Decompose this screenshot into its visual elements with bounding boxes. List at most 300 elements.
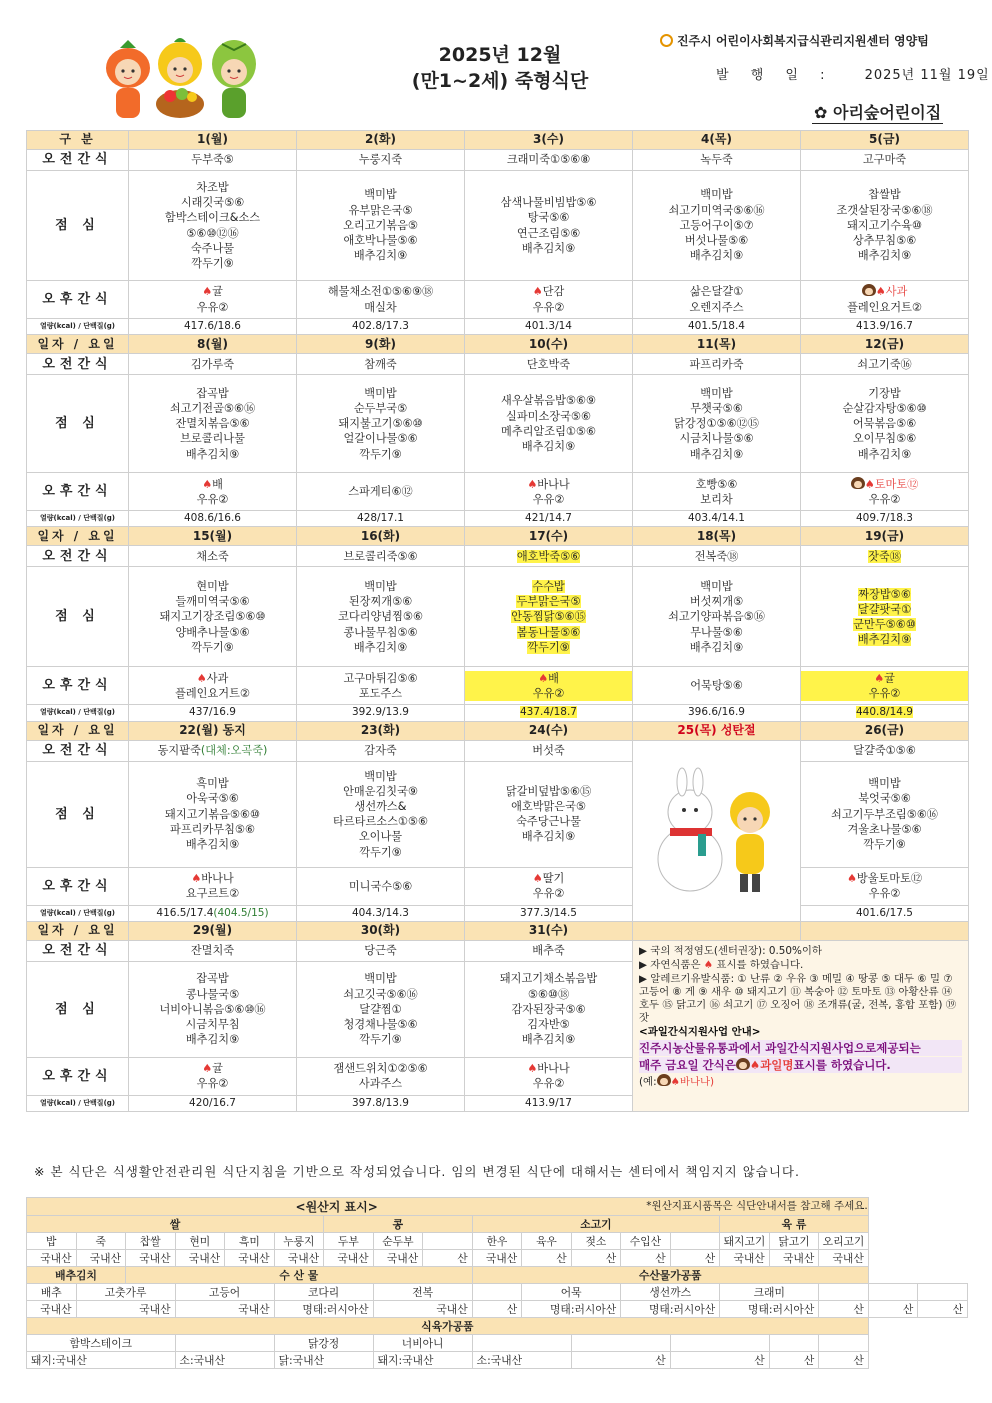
lunch-menu bbox=[129, 567, 297, 667]
row-label: 점 심 bbox=[27, 961, 129, 1057]
note-fruit-name: 과일명 bbox=[760, 1057, 794, 1072]
row-label: 오전간식 bbox=[27, 740, 129, 761]
lunch-item: 어묵볶음⑤⑥ bbox=[852, 417, 917, 431]
pm-snack-text: 오렌지주스 bbox=[689, 300, 744, 314]
lunch-item: 쇠고깃국⑤⑥⑯ bbox=[343, 987, 418, 1001]
origin-cell: 코다리 bbox=[274, 1284, 373, 1301]
pm-snack-text: 방울토마토⑫ bbox=[856, 871, 923, 885]
origin-cell: 두부 bbox=[324, 1233, 374, 1250]
pm-snack-item bbox=[801, 871, 968, 886]
lunch-item: 잡곡밥 bbox=[196, 386, 229, 400]
origin-cell: 명태:러시아산 bbox=[274, 1301, 373, 1318]
lunch-item: ⑤⑥⑩⑱ bbox=[527, 987, 570, 1001]
pm-snack bbox=[129, 667, 297, 705]
apple-icon: ♠ bbox=[202, 285, 213, 299]
pm-snack-item bbox=[465, 671, 632, 686]
origin-cell: 수 산 물 bbox=[126, 1267, 473, 1284]
kid-icon bbox=[736, 1058, 750, 1070]
pm-snack bbox=[801, 281, 969, 319]
row-label: 점 심 bbox=[27, 567, 129, 667]
notes-panel bbox=[633, 940, 969, 1111]
pm-snack-text: 바나나 bbox=[537, 1062, 570, 1076]
pm-snack-text: 고구마튀김⑤⑥ bbox=[343, 671, 418, 685]
lunch-item: 겨울초나물⑤⑥ bbox=[847, 822, 922, 836]
row-label: 구 분 bbox=[27, 131, 129, 150]
origin-cell bbox=[918, 1284, 968, 1301]
pm-snack bbox=[129, 1057, 297, 1095]
lunch-item: 돼지고기수육⑩ bbox=[847, 218, 922, 232]
lunch-item: 콩나물무침⑤⑥ bbox=[343, 625, 418, 639]
am-snack-text: 김가루죽 bbox=[190, 357, 235, 371]
center-label: 진주시 어린이사회복지급식관리지원센터 영양팀 bbox=[677, 34, 929, 48]
pm-snack-text: 잼샌드위치①②⑤⑥ bbox=[333, 1062, 428, 1076]
pm-snack-item bbox=[129, 1061, 296, 1076]
lunch-item: 탕국⑤⑥ bbox=[527, 211, 570, 225]
day-header: 18(목) bbox=[633, 527, 801, 546]
origin-cell: 어묵 bbox=[522, 1284, 621, 1301]
lunch-item: 배추김치⑨ bbox=[857, 447, 912, 461]
pm-snack-text: 플레인요거트② bbox=[175, 686, 250, 700]
pm-snack bbox=[129, 867, 297, 905]
row-label: 오후간식 bbox=[27, 867, 129, 905]
lunch-item: 삼색나물비빔밥⑤⑥ bbox=[500, 196, 597, 210]
am-snack-text: 채소죽 bbox=[196, 549, 229, 563]
kcal-value bbox=[801, 905, 969, 921]
note-line bbox=[639, 945, 962, 958]
pm-snack-item bbox=[129, 300, 296, 315]
origin-cell: 국내산 bbox=[472, 1250, 522, 1267]
am-snack bbox=[297, 940, 465, 961]
am-snack-text: 전복죽⑱ bbox=[694, 549, 739, 563]
am-snack-text: 두부죽⑤ bbox=[191, 153, 234, 167]
lunch-menu bbox=[633, 171, 801, 281]
lunch-item: 조갯살된장국⑤⑥⑱ bbox=[836, 203, 933, 217]
lunch-item: 깍두기⑨ bbox=[191, 640, 234, 654]
lunch-menu bbox=[297, 171, 465, 281]
kcal-value bbox=[465, 705, 633, 721]
pm-snack-item bbox=[465, 1076, 632, 1091]
pm-snack-item bbox=[633, 678, 800, 693]
pm-snack-item bbox=[801, 300, 968, 315]
pm-snack-item bbox=[129, 871, 296, 886]
lunch-item: 배추김치⑨ bbox=[521, 439, 576, 453]
am-snack-text: 감자죽 bbox=[364, 744, 397, 757]
kcal-value bbox=[129, 319, 297, 335]
origin-row bbox=[27, 1284, 968, 1301]
school-name bbox=[812, 100, 943, 124]
lunch-menu bbox=[297, 567, 465, 667]
origin-cell: 국내산 bbox=[373, 1301, 472, 1318]
origin-cell: 산 bbox=[819, 1301, 869, 1318]
issue-date bbox=[716, 64, 990, 83]
lunch-item: 무챗국⑤⑥ bbox=[690, 401, 743, 415]
lunch-item: 현미밥 bbox=[196, 579, 229, 593]
lunch-menu bbox=[129, 375, 297, 473]
lunch-item: 달걀찜① bbox=[359, 1002, 402, 1016]
lunch-item: 배추김치⑨ bbox=[353, 249, 408, 263]
row-label: 오후간식 bbox=[27, 473, 129, 511]
kcal-value bbox=[297, 1095, 465, 1111]
school-label: 아리숲어린이집 bbox=[832, 103, 942, 122]
smile-icon bbox=[660, 34, 673, 47]
pm-snack-item bbox=[297, 484, 464, 499]
menu-title bbox=[340, 42, 660, 94]
pm-snack-item bbox=[465, 477, 632, 492]
am-snack-text: 잣죽⑱ bbox=[868, 549, 901, 563]
note-line bbox=[639, 1074, 962, 1089]
issue-label: 발 행 일 : bbox=[716, 68, 834, 83]
pm-snack-row bbox=[27, 473, 969, 511]
kcal-value bbox=[129, 905, 297, 921]
kcal-value bbox=[297, 319, 465, 335]
am-snack bbox=[465, 354, 633, 375]
row-label: 열량(kcal) / 단백질(g) bbox=[27, 905, 129, 921]
origin-cell: 국내산 bbox=[373, 1250, 423, 1267]
note-salinity: ▶ 국의 적정염도(센터권장): 0.50%이하 bbox=[639, 944, 822, 957]
am-snack bbox=[801, 546, 969, 567]
pm-snack-item bbox=[297, 284, 464, 299]
note-line bbox=[639, 973, 962, 1025]
lunch-item: 생선까스& bbox=[354, 799, 407, 813]
lunch-item: 깍두기⑨ bbox=[359, 1033, 402, 1047]
lunch-item: 연근조림⑤⑥ bbox=[516, 226, 581, 240]
kcal-row bbox=[27, 905, 969, 921]
row-label: 오전간식 bbox=[27, 150, 129, 171]
pm-snack-text: 딸기 bbox=[542, 871, 565, 885]
lunch-item: 버섯찌개⑤ bbox=[689, 595, 744, 609]
kcal-value bbox=[801, 319, 969, 335]
origin-cell bbox=[571, 1335, 670, 1352]
lunch-item: 기장밥 bbox=[868, 386, 901, 400]
pm-snack-text: 우유② bbox=[196, 300, 229, 314]
pm-snack-item bbox=[297, 671, 464, 686]
origin-row bbox=[27, 1318, 968, 1335]
kcal-text: 392.9/13.9 bbox=[352, 706, 409, 719]
origin-cell bbox=[175, 1335, 274, 1352]
lunch-item: 김자반⑤ bbox=[527, 1017, 570, 1031]
lunch-item: 흑미밥 bbox=[196, 777, 229, 791]
origin-cell bbox=[423, 1233, 473, 1250]
pm-snack-text: 호빵⑤⑥ bbox=[695, 477, 738, 491]
lunch-item: 북엇국⑤⑥ bbox=[858, 792, 911, 806]
kcal-text: 413.9/16.7 bbox=[856, 320, 913, 332]
lunch-item: 백미밥 bbox=[868, 777, 901, 791]
row-label: 오후간식 bbox=[27, 1057, 129, 1095]
pm-snack-item bbox=[465, 300, 632, 315]
kcal-row bbox=[27, 705, 969, 721]
am-snack bbox=[129, 354, 297, 375]
lunch-menu bbox=[465, 375, 633, 473]
apple-icon: ♠ bbox=[202, 1062, 213, 1076]
am-snack-text: 크래미죽①⑤⑥⑧ bbox=[506, 153, 591, 167]
origin-row bbox=[27, 1250, 968, 1267]
origin-cell: 쌀 bbox=[27, 1216, 324, 1233]
lunch-item: 타르타르소스①⑤⑥ bbox=[333, 815, 428, 829]
pm-snack bbox=[297, 1057, 465, 1095]
origin-cell: 순두부 bbox=[373, 1233, 423, 1250]
origin-row bbox=[27, 1335, 968, 1352]
day-header: 23(화) bbox=[297, 721, 465, 740]
lunch-item: 감자된장국⑤⑥ bbox=[511, 1002, 586, 1016]
flower-icon: ✿ bbox=[814, 103, 828, 122]
lunch-item: 안매운김칫국⑨ bbox=[343, 784, 418, 798]
am-snack-text: 동지팥죽 bbox=[157, 744, 201, 757]
lunch-menu bbox=[801, 375, 969, 473]
pm-snack-text: 스파게티⑥⑫ bbox=[348, 485, 413, 499]
pm-snack-item bbox=[297, 879, 464, 894]
kcal-value bbox=[297, 905, 465, 921]
day-header: 12(금) bbox=[801, 335, 969, 354]
note-natural-end: 표시를 하였습니다. bbox=[716, 958, 804, 971]
origin-cell: 돼지고기 bbox=[720, 1233, 770, 1250]
origin-cell bbox=[769, 1335, 819, 1352]
origin-cell: 국내산 bbox=[76, 1301, 175, 1318]
origin-cell: 산 bbox=[571, 1250, 621, 1267]
kcal-text: 397.8/13.9 bbox=[352, 1096, 409, 1109]
lunch-item: 두부맑은국⑤ bbox=[516, 595, 581, 609]
mascot-illustration bbox=[100, 30, 265, 130]
lunch-item: 배추김치⑨ bbox=[857, 633, 912, 647]
row-label: 열량(kcal) / 단백질(g) bbox=[27, 319, 129, 335]
lunch-item: 달걀팟국① bbox=[857, 602, 912, 616]
origin-cell: 명태:러시아산 bbox=[522, 1301, 621, 1318]
pm-snack-item bbox=[801, 477, 968, 492]
pm-snack-item bbox=[801, 284, 968, 299]
lunch-item: 배추김치⑨ bbox=[521, 1033, 576, 1047]
note-example: (예: bbox=[639, 1075, 657, 1088]
note-fruit-friday: 매주 금요일 간식은 bbox=[639, 1057, 736, 1072]
origin-cell: 닭고기 bbox=[769, 1233, 819, 1250]
kcal-value bbox=[129, 511, 297, 527]
lunch-item: 돼지고기볶음⑤⑥⑩ bbox=[165, 807, 260, 821]
day-header: 5(금) bbox=[801, 131, 969, 150]
pm-snack-item bbox=[633, 492, 800, 507]
pm-snack-text: 바나나 bbox=[537, 477, 570, 491]
day-header-row bbox=[27, 721, 969, 740]
am-snack-text: 당근죽 bbox=[364, 944, 397, 958]
pm-snack-text: 우유② bbox=[196, 1077, 229, 1091]
origin-cell: 생선까스 bbox=[621, 1284, 720, 1301]
pm-snack-text: 사과 bbox=[885, 285, 908, 299]
lunch-menu bbox=[633, 375, 801, 473]
day-header: 26(금) bbox=[801, 721, 969, 740]
lunch-item: 순살감자탕⑤⑥⑩ bbox=[842, 401, 927, 415]
origin-row bbox=[27, 1267, 968, 1284]
apple-icon: ♠ bbox=[700, 958, 717, 971]
lunch-item: 쇠고기미역국⑤⑥⑯ bbox=[668, 203, 765, 217]
origin-cell: 국내산 bbox=[175, 1250, 225, 1267]
origin-cell: 젖소 bbox=[571, 1233, 621, 1250]
pm-snack bbox=[801, 667, 969, 705]
kcal-value bbox=[801, 705, 969, 721]
lunch-row bbox=[27, 171, 969, 281]
pm-snack-item bbox=[465, 871, 632, 886]
origin-cell: 배추 bbox=[27, 1284, 77, 1301]
lunch-item: 쇠고기전골⑤⑥⑯ bbox=[169, 401, 256, 415]
kid-icon bbox=[657, 1074, 671, 1086]
day-header-row bbox=[27, 921, 969, 940]
pm-snack-text: 미니국수⑤⑥ bbox=[348, 879, 413, 893]
origin-cell: 돼지:국내산 bbox=[373, 1352, 472, 1369]
origin-cell: 함박스테이크 bbox=[27, 1335, 176, 1352]
pm-snack-item bbox=[633, 300, 800, 315]
origin-cell: 죽 bbox=[76, 1233, 126, 1250]
lunch-item: 너비아니볶음⑤⑥⑩⑯ bbox=[159, 1002, 266, 1016]
apple-icon: ♠ bbox=[875, 285, 886, 299]
am-snack bbox=[297, 740, 465, 761]
am-snack-row bbox=[27, 354, 969, 375]
lunch-item: 오이무침⑤⑥ bbox=[852, 432, 917, 446]
origin-cell: 찹쌀 bbox=[126, 1233, 176, 1250]
kcal-text: 408.6/16.6 bbox=[184, 512, 241, 525]
am-snack-row bbox=[27, 150, 969, 171]
am-snack bbox=[633, 150, 801, 171]
pm-snack-row bbox=[27, 867, 969, 905]
row-label: 열량(kcal) / 단백질(g) bbox=[27, 511, 129, 527]
pm-snack-text: 귤 bbox=[212, 1062, 223, 1076]
lunch-item: 들깨미역국⑤⑥ bbox=[175, 595, 250, 609]
origin-cell: 소고기 bbox=[472, 1216, 720, 1233]
kcal-text: 428/17.1 bbox=[357, 512, 404, 525]
origin-cell: 산 bbox=[819, 1352, 869, 1369]
kcal-text: 416.5/17.4 bbox=[156, 906, 214, 919]
am-snack-text: 녹두죽 bbox=[700, 153, 733, 167]
origin-cell: 수입산 bbox=[621, 1233, 671, 1250]
lunch-item: 새우살볶음밥⑤⑥⑨ bbox=[501, 394, 596, 408]
am-snack bbox=[633, 354, 801, 375]
pm-snack-item bbox=[801, 671, 968, 686]
note-fruit-end: 표시를 하였습니다. bbox=[793, 1057, 891, 1072]
pm-snack-text: 귤 bbox=[212, 285, 223, 299]
origin-cell: 전복 bbox=[373, 1284, 472, 1301]
lunch-item: 숙주나물 bbox=[190, 241, 235, 255]
note-line bbox=[639, 1057, 962, 1073]
lunch-item: 백미밥 bbox=[364, 769, 397, 783]
pm-snack bbox=[129, 473, 297, 511]
lunch-item: 깍두기⑨ bbox=[191, 256, 234, 270]
apple-icon: ♠ bbox=[864, 477, 875, 491]
pm-snack-text: 우유② bbox=[868, 492, 901, 506]
am-snack bbox=[801, 354, 969, 375]
lunch-item: 백미밥 bbox=[700, 188, 733, 202]
lunch-item: 배추김치⑨ bbox=[689, 640, 744, 654]
am-snack bbox=[465, 940, 633, 961]
lunch-menu bbox=[633, 567, 801, 667]
origin-cell: 산 bbox=[571, 1352, 670, 1369]
pm-snack-text: 우유② bbox=[868, 887, 901, 901]
origin-cell: 국내산 bbox=[76, 1250, 126, 1267]
apple-icon: ♠ bbox=[532, 285, 543, 299]
am-snack bbox=[129, 940, 297, 961]
lunch-item: 차조밥 bbox=[196, 180, 229, 194]
lunch-item: 백미밥 bbox=[364, 579, 397, 593]
disclaimer: ※ 본 식단은 식생활안전관리원 식단지침을 기반으로 작성되었습니다. 임의 변경된 식단에 대해서는 센터에서 책임지지 않습니다. bbox=[34, 1164, 800, 1179]
lunch-item: 애호박맑은국⑤ bbox=[511, 799, 586, 813]
apple-icon: ♠ bbox=[874, 671, 885, 685]
lunch-item: 깍두기⑨ bbox=[527, 640, 570, 654]
pm-snack-text: 우유② bbox=[532, 686, 565, 700]
lunch-item: 브로콜리나물 bbox=[180, 432, 245, 446]
pm-snack-item bbox=[633, 284, 800, 299]
lunch-item: 쇠고기두부조림⑤⑥⑯ bbox=[831, 807, 938, 821]
kcal-text: 403.4/14.1 bbox=[688, 512, 745, 525]
am-snack bbox=[465, 740, 633, 761]
lunch-row bbox=[27, 761, 969, 867]
am-snack bbox=[465, 150, 633, 171]
lunch-item: 닭갈비덮밥⑤⑥⑮ bbox=[505, 784, 592, 798]
day-header: 4(목) bbox=[633, 131, 801, 150]
pm-snack-text: 어묵탕⑤⑥ bbox=[690, 679, 743, 693]
pm-snack-text: 단감 bbox=[542, 285, 565, 299]
kcal-text: 421/14.7 bbox=[525, 512, 572, 525]
lunch-item: 깍두기⑨ bbox=[359, 447, 402, 461]
lunch-row bbox=[27, 567, 969, 667]
kcal-value bbox=[465, 319, 633, 335]
lunch-item: 깍두기⑨ bbox=[359, 845, 402, 859]
lunch-menu bbox=[129, 961, 297, 1057]
lunch-item: 배추김치⑨ bbox=[521, 830, 576, 844]
day-header: 1(월) bbox=[129, 131, 297, 150]
am-snack-text: 버섯죽 bbox=[532, 744, 565, 757]
lunch-item: 청경채나물⑤⑥ bbox=[343, 1017, 418, 1031]
lunch-menu bbox=[129, 171, 297, 281]
lunch-item: 수수밥 bbox=[532, 579, 565, 593]
origin-cell: 크래미 bbox=[720, 1284, 819, 1301]
pm-snack-text: 우유② bbox=[532, 887, 565, 901]
note-natural: ▶ 자연식품은 bbox=[639, 958, 701, 971]
issue-value: 2025년 11월 19일 bbox=[864, 68, 990, 83]
lunch-item: 배추김치⑨ bbox=[689, 447, 744, 461]
origin-cell: 국내산 bbox=[819, 1250, 869, 1267]
day-header: 15(월) bbox=[129, 527, 297, 546]
lunch-item: 파프리카무침⑤⑥ bbox=[170, 822, 255, 836]
pm-snack bbox=[465, 473, 633, 511]
origin-cell: 누룽지 bbox=[274, 1233, 324, 1250]
lunch-item: 쇠고기양파볶음⑤⑯ bbox=[668, 610, 765, 624]
origin-cell: 배추김치 bbox=[27, 1267, 126, 1284]
lunch-item: 봄동나물⑤⑥ bbox=[516, 625, 581, 639]
lunch-item: 돼지고기장조림⑤⑥⑩ bbox=[159, 610, 266, 624]
lunch-item: 무나물⑤⑥ bbox=[690, 625, 743, 639]
lunch-item: 코다리양념찜⑤⑥ bbox=[338, 610, 423, 624]
pm-snack-item bbox=[129, 686, 296, 701]
lunch-item: 짜장밥⑤⑥ bbox=[858, 587, 911, 601]
lunch-item: 아욱국⑤⑥ bbox=[186, 792, 239, 806]
origin-cell: 산 bbox=[670, 1250, 720, 1267]
lunch-menu bbox=[801, 761, 969, 867]
kcal-text: 409.7/18.3 bbox=[856, 512, 913, 525]
kcal-value bbox=[465, 1095, 633, 1111]
origin-cell: 고등어 bbox=[175, 1284, 274, 1301]
origin-cell: 국내산 bbox=[769, 1250, 819, 1267]
origin-row bbox=[27, 1233, 968, 1250]
kcal-row bbox=[27, 511, 969, 527]
pm-snack-text: 사과 bbox=[206, 671, 229, 685]
kcal-text: 440.8/14.9 bbox=[856, 706, 913, 719]
kid-icon bbox=[862, 284, 876, 296]
lunch-item: 상추무침⑤⑥ bbox=[852, 234, 917, 248]
lunch-menu bbox=[297, 961, 465, 1057]
day-header: 16(화) bbox=[297, 527, 465, 546]
lunch-menu bbox=[129, 761, 297, 867]
day-header: 10(수) bbox=[465, 335, 633, 354]
origin-cell: 소:국내산 bbox=[175, 1352, 274, 1369]
kcal-text: 413.9/17 bbox=[525, 1096, 572, 1109]
day-header: 11(목) bbox=[633, 335, 801, 354]
pm-snack-text: 토마토⑫ bbox=[874, 477, 919, 491]
lunch-item: 배추김치⑨ bbox=[185, 447, 240, 461]
origin-cell: 밥 bbox=[27, 1233, 77, 1250]
